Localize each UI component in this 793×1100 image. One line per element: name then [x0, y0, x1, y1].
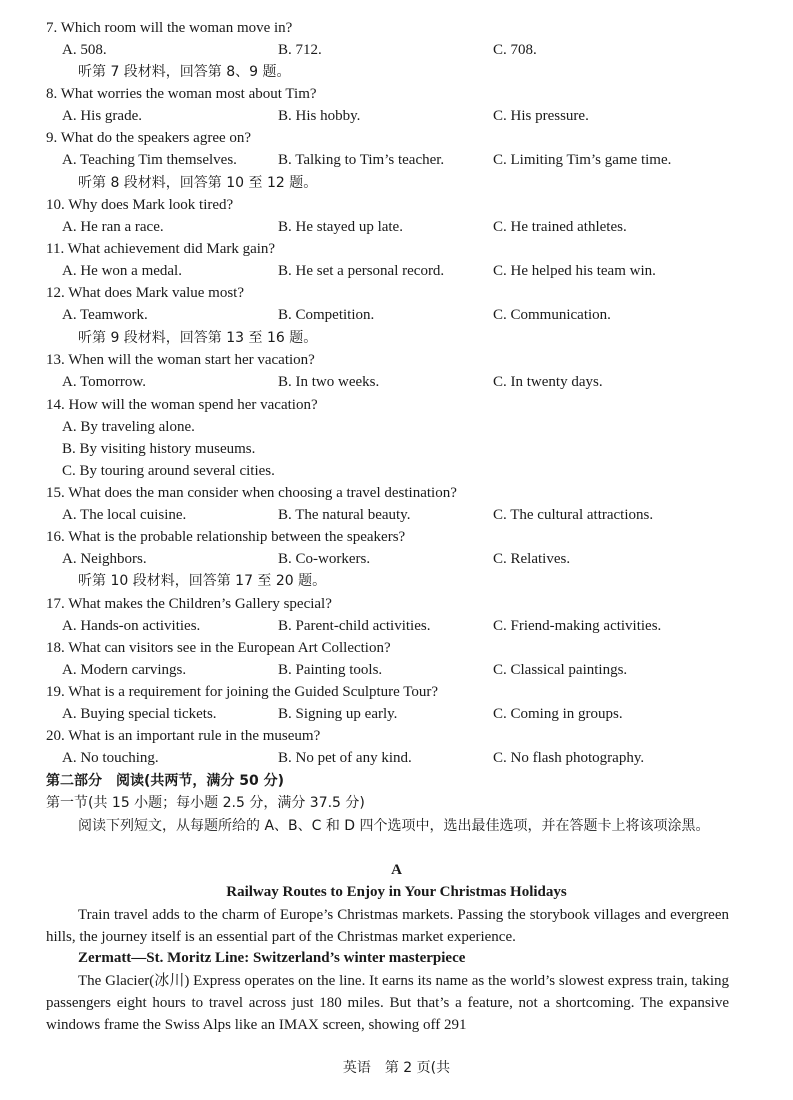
- question-17-option-c: C. Friend-making activities.: [493, 618, 662, 634]
- question-17-option-a: A. Hands-on activities.: [62, 618, 201, 634]
- passage-letter: A: [391, 862, 402, 878]
- question-20-option-c: C. No flash photography.: [493, 750, 645, 766]
- question-7-option-a: A. 508.: [62, 42, 107, 58]
- passage-subheading: Zermatt—St. Moritz Line: Switzerland’s winter masterpiece: [78, 950, 466, 966]
- question-16-option-a: A. Neighbors.: [62, 551, 147, 567]
- listening-instruction-10: 听第 10 段材料，回答第 17 至 20 题。: [78, 573, 327, 589]
- question-18-stem: 18. What can visitors see in the European Art Collection?: [46, 640, 391, 656]
- question-15-option-b: B. The natural beauty.: [278, 507, 411, 523]
- question-14-stem: 14. How will the woman spend her vacation?: [46, 397, 318, 413]
- question-11-stem: 11. What achievement did Mark gain?: [46, 241, 276, 257]
- question-12-option-c: C. Communication.: [493, 307, 611, 323]
- question-12-stem: 12. What does Mark value most?: [46, 285, 245, 301]
- question-10-option-a: A. He ran a race.: [62, 219, 164, 235]
- question-15-option-a: A. The local cuisine.: [62, 507, 187, 523]
- question-20-stem: 20. What is an important rule in the museum?: [46, 728, 321, 744]
- question-11-option-c: C. He helped his team win.: [493, 263, 656, 279]
- listening-instruction-9: 听第 9 段材料，回答第 13 至 16 题。: [78, 330, 318, 346]
- question-17-option-b: B. Parent-child activities.: [278, 618, 431, 634]
- question-8-stem: 8. What worries the woman most about Tim?: [46, 86, 317, 102]
- question-14-option-a: A. By traveling alone.: [62, 419, 195, 435]
- question-19-option-b: B. Signing up early.: [278, 706, 398, 722]
- question-20-option-b: B. No pet of any kind.: [278, 750, 412, 766]
- question-13-stem: 13. When will the woman start her vacation?: [46, 352, 315, 368]
- question-20-option-a: A. No touching.: [62, 750, 159, 766]
- question-9-option-b: B. Talking to Tim’s teacher.: [278, 152, 445, 168]
- part2-title: 第二部分 阅读(共两节，满分 50 分): [46, 773, 285, 789]
- question-15-option-c: C. The cultural attractions.: [493, 507, 654, 523]
- question-13-option-b: B. In two weeks.: [278, 374, 380, 390]
- question-16-option-c: C. Relatives.: [493, 551, 571, 567]
- question-9-option-a: A. Teaching Tim themselves.: [62, 152, 237, 168]
- question-13-option-a: A. Tomorrow.: [62, 374, 146, 390]
- question-19-stem: 19. What is a requirement for joining the Guided Sculpture Tour?: [46, 684, 439, 700]
- question-19-option-c: C. Coming in groups.: [493, 706, 623, 722]
- question-9-option-c: C. Limiting Tim’s game time.: [493, 152, 672, 168]
- question-10-option-b: B. He stayed up late.: [278, 219, 403, 235]
- question-12-option-a: A. Teamwork.: [62, 307, 148, 323]
- question-7-stem: 7. Which room will the woman move in?: [46, 20, 293, 36]
- question-18-option-b: B. Painting tools.: [278, 662, 383, 678]
- question-14-option-c: C. By touring around several cities.: [62, 463, 275, 479]
- listening-instruction-8: 听第 8 段材料，回答第 10 至 12 题。: [78, 175, 318, 191]
- passage-intro: Train travel adds to the charm of Europe’s Christmas markets. Passing the storybook villages and evergreen hills, the journey itself is an essential part of the Christmas market experience.: [46, 907, 729, 945]
- question-18-option-c: C. Classical paintings.: [493, 662, 628, 678]
- question-7-option-b: B. 712.: [278, 42, 322, 58]
- question-8-option-c: C. His pressure.: [493, 108, 589, 124]
- question-19-option-a: A. Buying special tickets.: [62, 706, 217, 722]
- part2-direction: 阅读下列短文，从每题所给的 A、B、C 和 D 四个选项中，选出最佳选项，并在答题卡上将该项涂黑。: [78, 818, 710, 834]
- part2-section1: 第一节(共 15 小题；每小题 2.5 分，满分 37.5 分): [46, 795, 365, 811]
- question-7-option-c: C. 708.: [493, 42, 537, 58]
- question-17-stem: 17. What makes the Children’s Gallery special?: [46, 596, 332, 612]
- question-8-option-a: A. His grade.: [62, 108, 142, 124]
- question-14-option-b: B. By visiting history museums.: [62, 441, 256, 457]
- page-footer: 英语 第 2 页(共: [342, 1060, 451, 1076]
- question-15-stem: 15. What does the man consider when choosing a travel destination?: [46, 485, 457, 501]
- listening-instruction-7: 听第 7 段材料，回答第 8、9 题。: [78, 64, 291, 80]
- question-11-option-b: B. He set a personal record.: [278, 263, 445, 279]
- question-16-stem: 16. What is the probable relationship between the speakers?: [46, 529, 406, 545]
- question-16-option-b: B. Co-workers.: [278, 551, 371, 567]
- question-8-option-b: B. His hobby.: [278, 108, 361, 124]
- question-18-option-a: A. Modern carvings.: [62, 662, 187, 678]
- passage-body: The Glacier(冰川) Express operates on the line. It earns its name as the world’s slowest express train, taking passengers eight hours to travel across just 180 miles. But that’s a feature, not a shortcoming. The expansive windows frame the Swiss Alps like an IMAX screen, showing off 291: [46, 973, 729, 1033]
- question-9-stem: 9. What do the speakers agree on?: [46, 130, 252, 146]
- question-11-option-a: A. He won a medal.: [62, 263, 182, 279]
- question-12-option-b: B. Competition.: [278, 307, 375, 323]
- question-10-stem: 10. Why does Mark look tired?: [46, 197, 234, 213]
- passage-title: Railway Routes to Enjoy in Your Christmas Holidays: [226, 884, 567, 900]
- question-13-option-c: C. In twenty days.: [493, 374, 603, 390]
- question-10-option-c: C. He trained athletes.: [493, 219, 627, 235]
